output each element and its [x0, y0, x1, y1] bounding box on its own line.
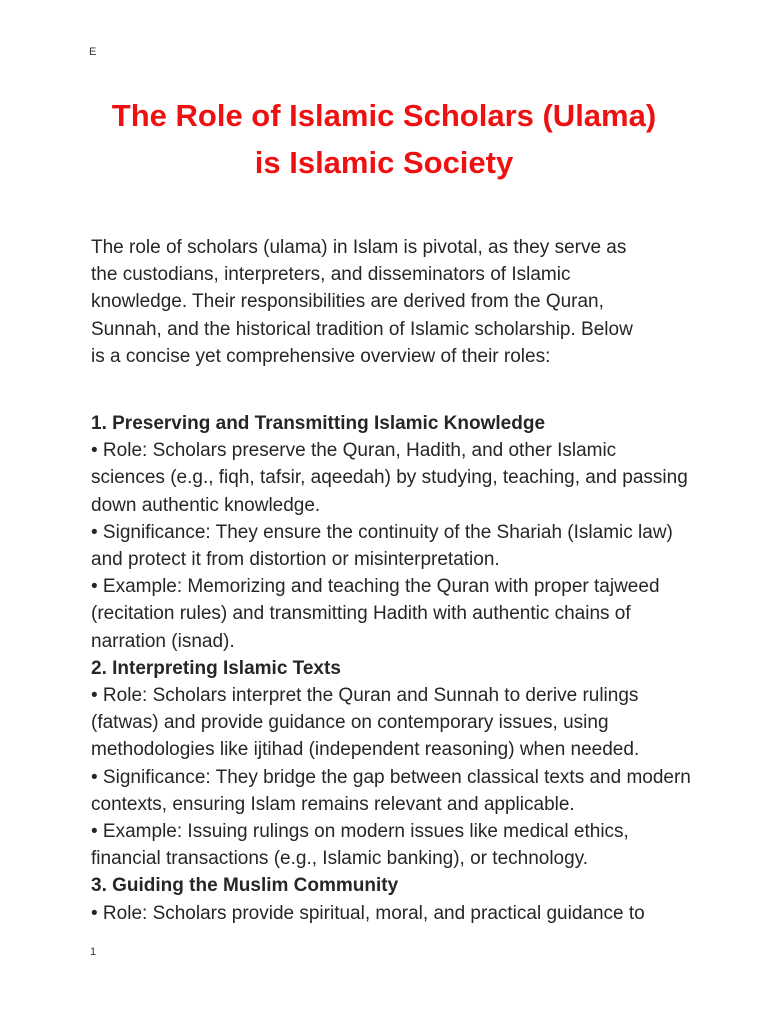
intro-line: knowledge. Their responsibilities are derived from the Quran,	[91, 291, 604, 313]
title-line-2: is Islamic Society	[254, 145, 514, 180]
section-preserving-knowledge	[91, 410, 691, 655]
section-example: • Example: Issuing rulings on modern issues like medical ethics, financial transactions (e.g., Islamic banking), or technology.	[91, 821, 629, 870]
intro-line: the custodians, interpreters, and disseminators of Islamic	[91, 264, 571, 286]
section-guiding-community	[91, 872, 691, 926]
title-line-1: The Role of Islamic Scholars (Ulama)	[111, 98, 657, 133]
section-heading: 3. Guiding the Muslim Community	[91, 875, 399, 897]
page-header-mark: E	[89, 46, 97, 58]
intro-paragraph	[91, 234, 691, 370]
section-example: • Example: Memorizing and teaching the Quran with proper tajweed (recitation rules) and transmitting Hadith with authentic chains of narration (isnad).	[91, 576, 660, 652]
section-heading: 1. Preserving and Transmitting Islamic Knowledge	[91, 413, 546, 434]
section-interpreting-texts	[91, 655, 691, 873]
section-role: • Role: Scholars interpret the Quran and Sunnah to derive rulings (fatwas) and provide guidance on contemporary issues, using methodologies like ijtihad (independent reasoning) when needed.	[91, 685, 640, 761]
intro-line: The role of scholars (ulama) in Islam is pivotal, as they serve as	[91, 237, 627, 258]
intro-line: is a concise yet comprehensive overview of their roles:	[91, 345, 551, 367]
section-significance: • Significance: They bridge the gap between classical texts and modern contexts, ensuring Islam remains relevant and applicable.	[91, 766, 691, 815]
section-significance: • Significance: They ensure the continuity of the Shariah (Islamic law) and protect it from distortion or misinterpretation.	[91, 521, 673, 571]
sections-content	[91, 410, 691, 927]
document-title	[60, 92, 708, 186]
intro-line: Sunnah, and the historical tradition of Islamic scholarship. Below	[91, 318, 633, 340]
section-role: • Role: Scholars preserve the Quran, Hadith, and other Islamic sciences (e.g., fiqh, tafsir, aqeedah) by studying, teaching, and passing down authentic knowledge.	[91, 440, 688, 516]
section-role: • Role: Scholars provide spiritual, moral, and practical guidance to	[91, 902, 645, 924]
page-number: 1	[90, 946, 97, 958]
section-heading: 2. Interpreting Islamic Texts	[91, 657, 341, 679]
